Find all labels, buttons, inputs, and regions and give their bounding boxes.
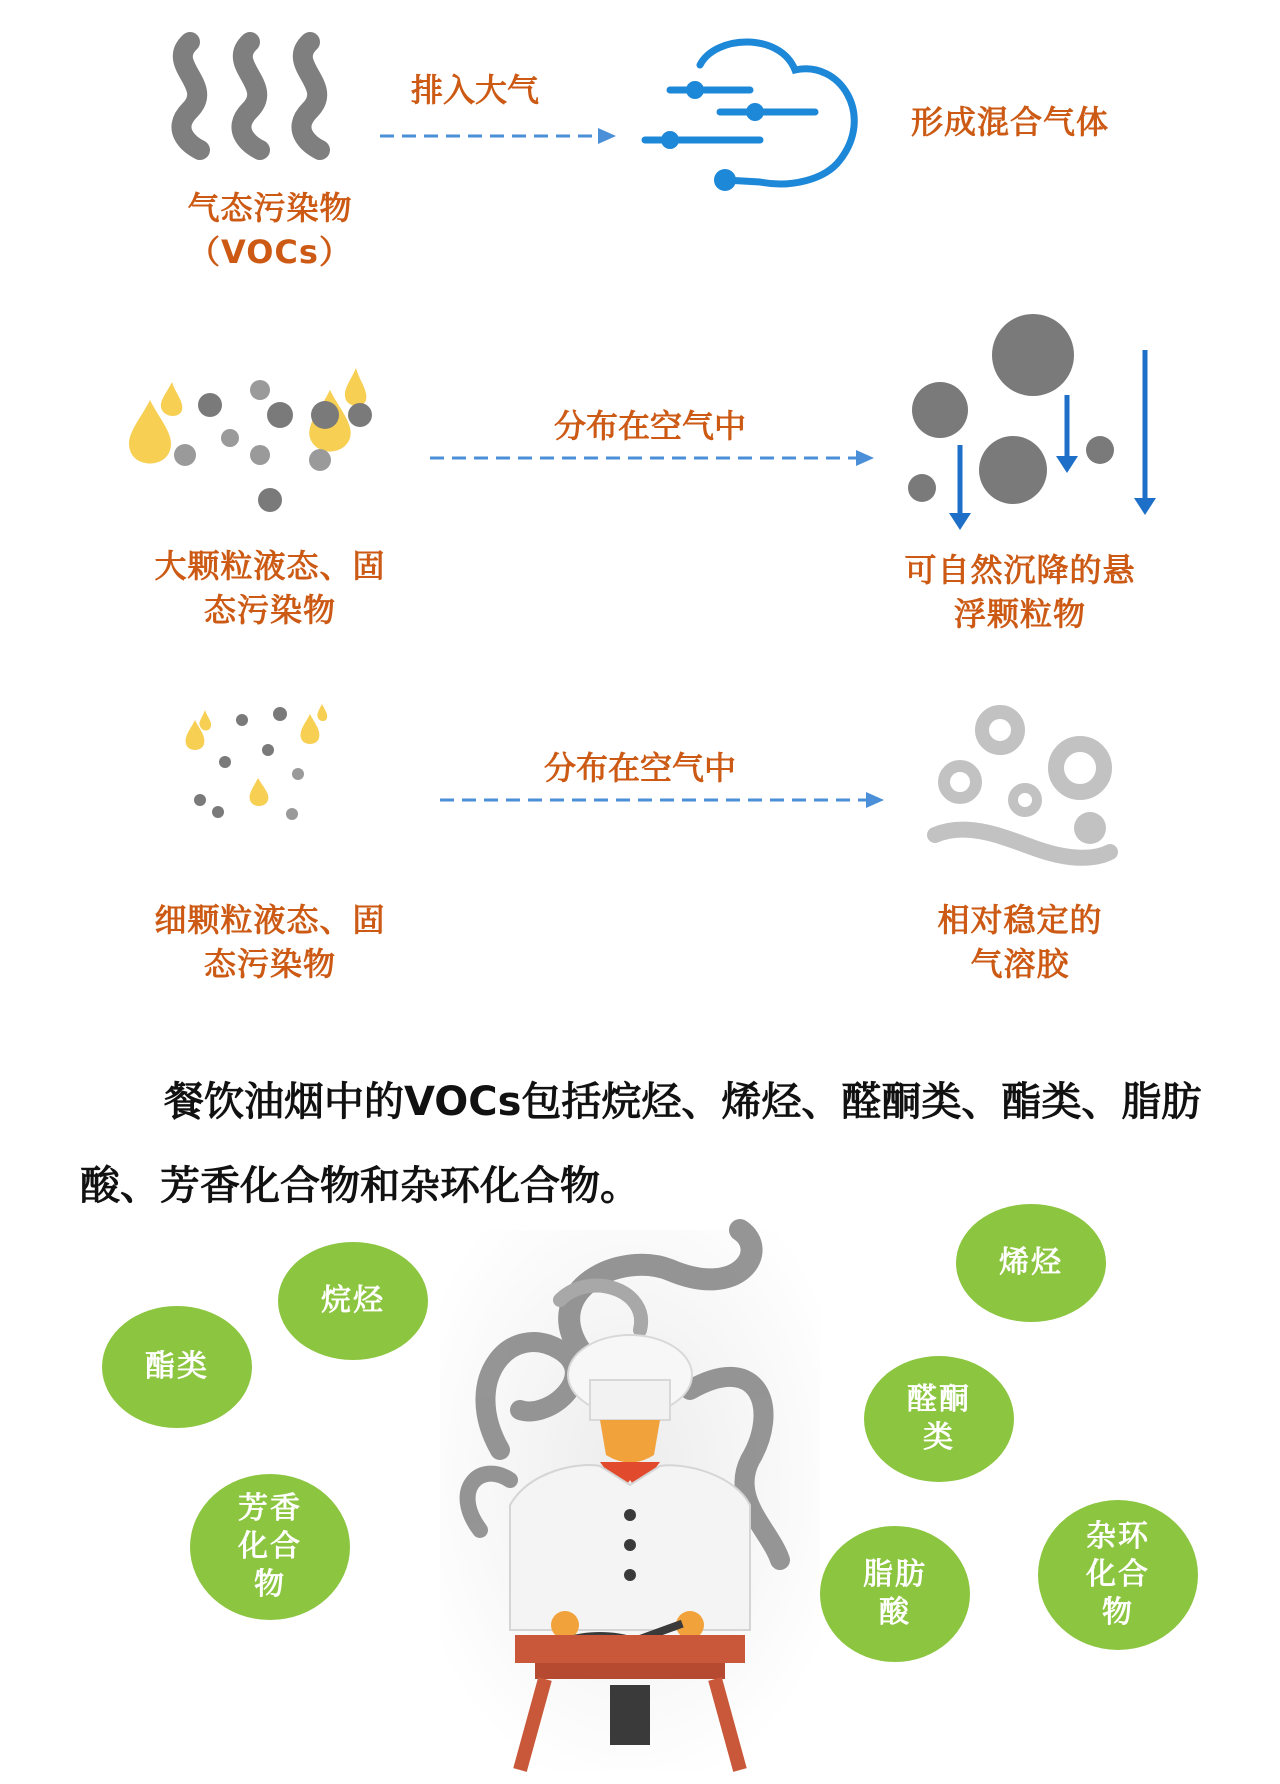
aerosol-ring-icon [930,700,1120,880]
bubble-aromatic [190,1474,350,1620]
bubble-heterocyclic [1038,1500,1198,1650]
bubble-alkene-label: 烯烃 [999,1245,1063,1280]
bubble-fatty-acid [820,1526,970,1662]
voc-description [80,1060,1220,1228]
bubble-alkane [278,1242,428,1360]
bubble-aldehyde-ketone-label: 醛酮类 [907,1382,971,1455]
bubble-alkane-label: 烷烃 [321,1283,385,1318]
arrow-label-emit: 排入大气 [410,71,539,109]
settling-particles-icon [900,310,1160,540]
bubble-aromatic-label: 芳香化合物 [238,1491,302,1602]
bubble-aldehyde-ketone [864,1356,1014,1482]
large-particle-label: 大颗粒液态、固 态污染物 [154,547,386,629]
bubble-ester [102,1306,252,1428]
chef-icon [440,1230,820,1770]
bubble-heterocyclic-label: 杂环化合物 [1086,1519,1150,1630]
mixed-gas-label: 形成混合气体 [910,103,1109,141]
fine-droplet-particle-icon [180,700,340,830]
aerosol-label: 相对稳定的 气溶胶 [937,901,1103,983]
smoke-wave-icon [160,30,360,160]
fine-particle-label: 细颗粒液态、固 态污染物 [154,901,386,983]
bubble-alkene [956,1204,1106,1322]
settling-particle-label: 可自然沉降的悬 浮颗粒物 [904,551,1136,633]
bubble-ester-label: 酯类 [145,1349,209,1384]
arrow-label-distribute-1: 分布在空气中 [553,407,746,445]
dashed-arrow [440,790,890,810]
dashed-arrow [430,448,880,468]
dashed-arrow [380,126,620,146]
gaseous-pollutant-label: 气态污染物 （VOCs） [187,189,353,271]
droplet-particle-cluster-icon [110,360,410,520]
voc-description-text: 餐饮油烟中的VOCs包括烷烃、烯烃、醛酮类、酯类、脂肪酸、芳香化合物和杂环化合物。 [80,1079,1202,1209]
bubble-fatty-acid-label: 脂肪酸 [863,1557,927,1630]
cloud-wind-icon [640,30,870,210]
arrow-label-distribute-2: 分布在空气中 [543,749,736,787]
